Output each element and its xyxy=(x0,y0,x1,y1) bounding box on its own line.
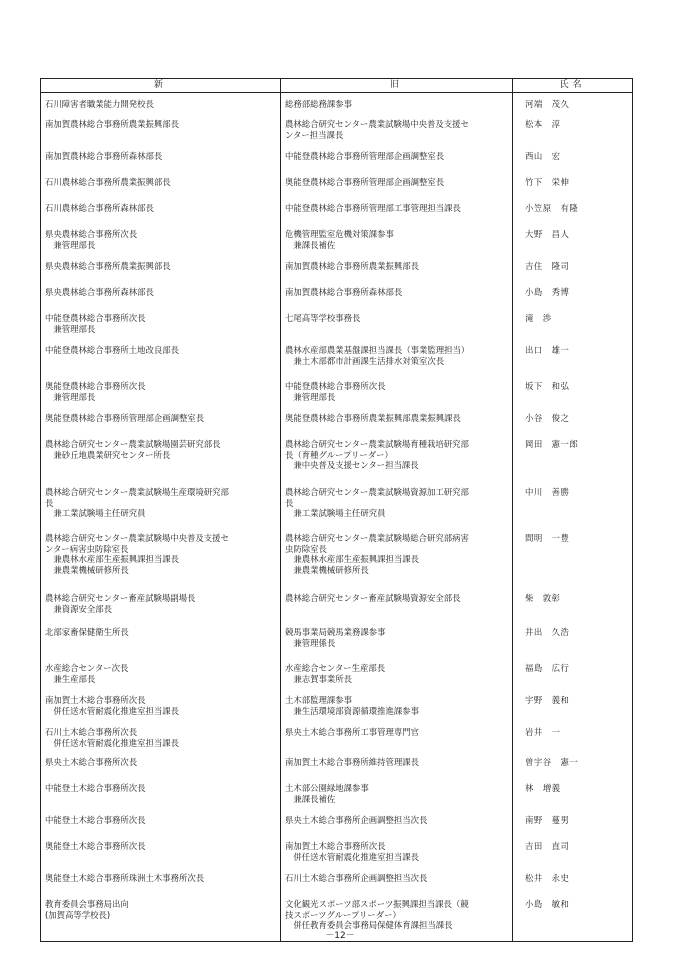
cell-person-name: 小島 秀博 xyxy=(513,287,633,313)
position-line: ンター病害虫防除室長 xyxy=(45,543,129,554)
position-line: 中能登土木総合事務所次長 xyxy=(45,815,146,825)
cell-person-name: 南野 蔓男 xyxy=(513,815,633,841)
position-line: 県央土木総合事務所企画調整担当次長 xyxy=(285,815,428,825)
table-row xyxy=(41,203,633,229)
position-line: 南加賀土木総合事務所次長 xyxy=(285,841,386,851)
header-name: 氏名 xyxy=(513,79,633,93)
position-line: 水産総合センター次長 xyxy=(45,663,129,673)
position-line: 危機管理監室危機対策課参事 xyxy=(285,229,394,239)
cell-person-name: 中川 善勝 xyxy=(513,487,633,533)
position-line: 奥能登土木総合事務所珠洲土木事務所次長 xyxy=(45,873,205,883)
cell-old-position xyxy=(281,695,513,727)
position-line: 兼生産部長 xyxy=(45,673,96,684)
table-row xyxy=(41,177,633,203)
cell-old-position xyxy=(281,229,513,261)
position-line: 土木部監理課参事 xyxy=(285,695,352,705)
position-line: 中能登農林総合事務所次長 xyxy=(45,313,146,323)
cell-old-position xyxy=(281,487,513,533)
position-line: 兼砂丘地農業研究センター所長 xyxy=(45,449,171,460)
cell-person-name: 柴 敦彰 xyxy=(513,593,633,627)
position-line: 南加賀農林総合事務所農業振興部長 xyxy=(45,119,179,129)
cell-person-name: 出口 雄一 xyxy=(513,345,633,381)
cell-new-position xyxy=(41,287,281,313)
cell-old-position xyxy=(281,841,513,873)
position-line: 兼課長補佐 xyxy=(285,239,336,250)
position-line: 水産総合センター生産部長 xyxy=(285,663,386,673)
position-line: 長 xyxy=(45,497,54,508)
table-row xyxy=(41,229,633,261)
cell-person-name: 小谷 俊之 xyxy=(513,413,633,439)
position-line: 農林総合研究センター畜産試験場資源安全部長 xyxy=(285,593,461,603)
position-line: 奥能登土木総合事務所次長 xyxy=(45,841,146,851)
table-row xyxy=(41,287,633,313)
table-row xyxy=(41,533,633,593)
position-line: ンター担当課長 xyxy=(285,129,344,140)
position-line: 農林総合研究センター畜産試験場副場長 xyxy=(45,593,196,603)
cell-person-name: 坂下 和弘 xyxy=(513,381,633,413)
header-new: 新 xyxy=(41,79,281,93)
cell-old-position xyxy=(281,727,513,757)
table-row xyxy=(41,783,633,815)
position-line: 石川土木総合事務所企画調整担当次長 xyxy=(285,873,428,883)
cell-old-position xyxy=(281,287,513,313)
position-line: 文化観光スポーツ部スポーツ振興課担当課長（競 xyxy=(285,899,469,909)
table-row xyxy=(41,313,633,345)
cell-person-name: 竹下 栄伸 xyxy=(513,177,633,203)
cell-new-position xyxy=(41,593,281,627)
position-line: 兼管理部長 xyxy=(45,239,96,250)
cell-new-position xyxy=(41,757,281,783)
cell-new-position xyxy=(41,439,281,487)
cell-old-position xyxy=(281,313,513,345)
position-line: 石川農林総合事務所森林部長 xyxy=(45,203,154,213)
cell-person-name: 宇野 義和 xyxy=(513,695,633,727)
position-line: 南加賀農林総合事務所農業振興部長 xyxy=(285,261,419,271)
cell-old-position xyxy=(281,381,513,413)
position-line: 総務部総務課参事 xyxy=(285,99,352,109)
table-row xyxy=(41,757,633,783)
position-line: 兼農業機械研修所長 xyxy=(45,564,129,575)
position-line: 中能登農林総合事務所管理部工事管理担当課長 xyxy=(285,203,461,213)
position-line: 農林総合研究センター農業試験場中央普及支援セ xyxy=(285,119,469,129)
position-line: 農林総合研究センター農業試験場資源加工研究部 xyxy=(285,487,469,497)
position-line: 南加賀土木総合事務所維持管理課長 xyxy=(285,757,419,767)
position-line: 競馬事業局競馬業務課参事 xyxy=(285,627,386,637)
cell-new-position xyxy=(41,313,281,345)
position-line: 中能登農林総合事務所土地改良部長 xyxy=(45,345,179,355)
position-line: 県央農林総合事務所次長 xyxy=(45,229,138,239)
cell-old-position xyxy=(281,413,513,439)
table-row xyxy=(41,873,633,899)
cell-person-name: 滝 渉 xyxy=(513,313,633,345)
position-line: 兼管理部長 xyxy=(45,391,96,402)
cell-person-name: 福島 広行 xyxy=(513,663,633,695)
cell-new-position xyxy=(41,261,281,287)
position-line: 県央土木総合事務所工事管理専門官 xyxy=(285,727,419,737)
cell-person-name: 松井 永史 xyxy=(513,873,633,899)
page-number: －12－ xyxy=(325,931,355,941)
cell-old-position xyxy=(281,873,513,899)
position-line: 併任送水管耐震化推進室担当課長 xyxy=(45,705,179,716)
cell-new-position xyxy=(41,873,281,899)
cell-person-name: 岩井 一 xyxy=(513,727,633,757)
cell-new-position xyxy=(41,841,281,873)
position-line: 兼資源安全部長 xyxy=(45,603,112,614)
position-line: 農林水産部農業基盤課担当課長（事業監理担当） xyxy=(285,345,470,355)
cell-old-position xyxy=(281,261,513,287)
table-row xyxy=(41,593,633,627)
cell-new-position xyxy=(41,151,281,177)
position-line: 土木部公園緑地課参事 xyxy=(285,783,369,793)
cell-new-position xyxy=(41,815,281,841)
cell-person-name: 小笠原 有隆 xyxy=(513,203,633,229)
position-line: 併任教育委員会事務局保健体育課担当課長 xyxy=(285,920,453,930)
table-row xyxy=(41,381,633,413)
cell-new-position xyxy=(41,783,281,815)
position-line: 農林総合研究センター農業試験場園芸研究部長 xyxy=(45,439,221,449)
cell-person-name: 吉田 直司 xyxy=(513,841,633,873)
table-row xyxy=(41,841,633,873)
position-line: 虫防除室長 xyxy=(285,543,327,554)
cell-person-name: 曽宇谷 憲一 xyxy=(513,757,633,783)
position-line: 県央土木総合事務所次長 xyxy=(45,757,138,767)
cell-old-position xyxy=(281,757,513,783)
position-line: 農林総合研究センター農業試験場生産環境研究部 xyxy=(45,487,229,497)
cell-person-name: 間明 一豊 xyxy=(513,533,633,593)
position-line: 中能登土木総合事務所次長 xyxy=(45,783,146,793)
cell-new-position xyxy=(41,487,281,533)
table-row xyxy=(41,439,633,487)
cell-old-position xyxy=(281,177,513,203)
position-line: 農林総合研究センター農業試験場育種栽培研究部 xyxy=(285,439,469,449)
cell-new-position xyxy=(41,229,281,261)
cell-new-position xyxy=(41,381,281,413)
position-line: 南加賀農林総合事務所森林部長 xyxy=(285,287,403,297)
personnel-roster-table xyxy=(40,78,633,942)
cell-old-position xyxy=(281,663,513,695)
cell-old-position xyxy=(281,815,513,841)
cell-new-position xyxy=(41,695,281,727)
position-line: 南加賀土木総合事務所次長 xyxy=(45,695,146,705)
position-line: 兼課長補佐 xyxy=(285,793,336,804)
cell-new-position xyxy=(41,203,281,229)
cell-person-name: 西山 宏 xyxy=(513,151,633,177)
position-line: 教育委員会事務局出向 xyxy=(45,899,129,909)
position-line: 兼工業試験場主任研究員 xyxy=(285,508,386,518)
position-line: 兼志賀事業所長 xyxy=(285,673,352,684)
cell-old-position xyxy=(281,93,513,120)
cell-old-position xyxy=(281,119,513,151)
table-row xyxy=(41,695,633,727)
cell-person-name: 林 増義 xyxy=(513,783,633,815)
position-line: (加賀高等学校長) xyxy=(45,909,111,920)
cell-new-position xyxy=(41,93,281,120)
table-row xyxy=(41,151,633,177)
table-row xyxy=(41,345,633,381)
table-row xyxy=(41,815,633,841)
cell-person-name: 小島 敏和 xyxy=(513,899,633,942)
cell-new-position xyxy=(41,177,281,203)
position-line: 奥能登農林総合事務所農業振興部農業振興課長 xyxy=(285,413,461,423)
position-line: 奥能登農林総合事務所次長 xyxy=(45,381,146,391)
position-line: 兼農林水産部生産振興課担当課長 xyxy=(285,554,419,564)
position-line: 併任送水管耐震化推進室担当課長 xyxy=(285,851,419,862)
position-line: 併任送水管耐震化推進室担当課長 xyxy=(45,737,179,748)
position-line: 南加賀農林総合事務所森林部長 xyxy=(45,151,163,161)
table-row xyxy=(41,627,633,663)
table-row xyxy=(41,93,633,120)
cell-old-position xyxy=(281,783,513,815)
cell-new-position xyxy=(41,627,281,663)
cell-old-position xyxy=(281,151,513,177)
position-line: 石川土木総合事務所次長 xyxy=(45,727,138,737)
table-row xyxy=(41,727,633,757)
position-line: 石川農林総合事務所農業振興部長 xyxy=(45,177,171,187)
cell-new-position xyxy=(41,413,281,439)
cell-new-position xyxy=(41,533,281,593)
position-line: 奥能登農林総合事務所管理部企画調整室長 xyxy=(285,177,445,187)
cell-old-position xyxy=(281,593,513,627)
cell-new-position xyxy=(41,345,281,381)
position-line: 兼生活環境部資源循環推進課参事 xyxy=(285,705,419,716)
cell-new-position xyxy=(41,119,281,151)
position-line: 兼農業機械研修所長 xyxy=(285,564,369,575)
cell-person-name: 松本 淳 xyxy=(513,119,633,151)
cell-person-name: 吉住 隆司 xyxy=(513,261,633,287)
table-row xyxy=(41,119,633,151)
position-line: 農林総合研究センター農業試験場総合研究部病害 xyxy=(285,533,469,543)
position-line: 兼土木部都市計画課生活排水対策室次長 xyxy=(285,355,445,366)
cell-old-position xyxy=(281,439,513,487)
cell-person-name: 大野 昌人 xyxy=(513,229,633,261)
table-row xyxy=(41,413,633,439)
cell-person-name: 井出 久浩 xyxy=(513,627,633,663)
position-line: 石川障害者職業能力開発校長 xyxy=(45,99,154,109)
position-line: 兼管理係長 xyxy=(285,637,336,648)
position-line: 北部家畜保健衛生所長 xyxy=(45,627,129,637)
table-row xyxy=(41,663,633,695)
cell-old-position xyxy=(281,533,513,593)
position-line: 兼管理部長 xyxy=(285,391,336,402)
cell-old-position xyxy=(281,345,513,381)
position-line: 兼工業試験場主任研究員 xyxy=(45,508,146,518)
cell-new-position xyxy=(41,663,281,695)
cell-person-name: 岡田 憲一郎 xyxy=(513,439,633,487)
table-row xyxy=(41,487,633,533)
position-line: 長 xyxy=(285,497,294,508)
position-line: 農林総合研究センター農業試験場中央普及支援セ xyxy=(45,533,229,543)
cell-old-position xyxy=(281,203,513,229)
position-line: 県央農林総合事務所農業振興部長 xyxy=(45,261,171,271)
position-line: 中能登農林総合事務所次長 xyxy=(285,381,386,391)
position-line: 長（育種グループリーダー） xyxy=(285,449,393,460)
position-line: 七尾高等学校事務長 xyxy=(285,313,361,323)
position-line: 兼中央普及支援センター担当課長 xyxy=(285,460,419,470)
table-row xyxy=(41,261,633,287)
position-line: 兼管理部長 xyxy=(45,323,96,334)
position-line: 技スポーツグループリーダー） xyxy=(285,909,401,920)
table-body xyxy=(41,93,633,942)
position-line: 中能登農林総合事務所管理部企画調整室長 xyxy=(285,151,445,161)
position-line: 奥能登農林総合事務所管理部企画調整室長 xyxy=(45,413,205,423)
position-line: 県央農林総合事務所森林部長 xyxy=(45,287,154,297)
cell-person-name: 河端 茂久 xyxy=(513,93,633,120)
header-old: 旧 xyxy=(281,79,513,93)
cell-old-position xyxy=(281,627,513,663)
position-line: 兼農林水産部生産振興課担当課長 xyxy=(45,554,179,564)
cell-new-position xyxy=(41,727,281,757)
table-header-row xyxy=(41,79,633,93)
